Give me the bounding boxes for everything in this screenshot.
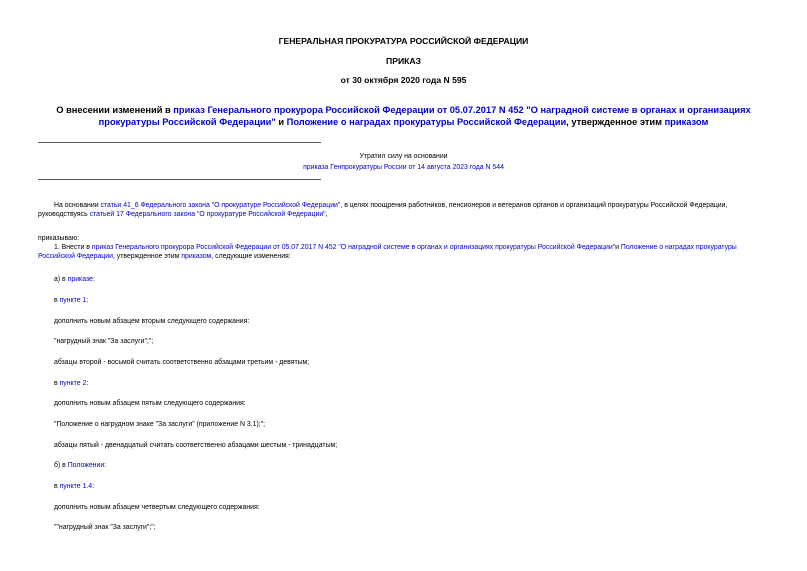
line-p1-suffix: : bbox=[86, 297, 89, 304]
date-number-heading: от 30 октября 2020 года N 595 bbox=[340, 75, 467, 85]
notice-bottom-rule bbox=[38, 179, 321, 180]
preamble-paragraph bbox=[38, 202, 770, 219]
title-text-2: и bbox=[275, 116, 287, 127]
line-add2: дополнить новым абзацем вторым следующего содержания: bbox=[54, 318, 250, 325]
notice-line: Утратил силу на основании bbox=[359, 153, 448, 160]
item1-link-regulation[interactable]: Положение о наградах прокуратуры Российской Федерации bbox=[38, 244, 737, 260]
item1-text-3: , утвержденное этим bbox=[112, 252, 182, 260]
item1-text-4: , следующие изменения: bbox=[211, 252, 291, 260]
line-a-link[interactable]: приказе bbox=[67, 276, 93, 283]
line-p1 bbox=[54, 297, 88, 306]
line-p2-link[interactable]: пункте 2 bbox=[59, 380, 87, 387]
line-p2-suffix: : bbox=[86, 380, 89, 387]
line-shift1: абзацы второй - восьмой считать соответственно абзацами третьим - девятым; bbox=[54, 359, 310, 366]
preamble-text-2: , в целях поощрения работников, пенсионеров и ветеранов органов и организаций прокуратуры Российской Федерации, руководствуясь bbox=[38, 202, 728, 218]
line-b-prefix: б) в bbox=[54, 462, 68, 469]
preamble-text-1: На основании bbox=[54, 202, 101, 209]
notice-link[interactable]: приказа Генпрокуратуры России от 14 августа 2023 года N 544 bbox=[303, 164, 504, 171]
title-link-order[interactable]: приказ Генерального прокурора Российской Федерации от 05.07.2017 N 452 "О наградной системе в органах и организациях прокуратуры Российской Федерации" bbox=[98, 105, 751, 127]
order-word: приказываю: bbox=[38, 235, 79, 242]
line-b-link[interactable]: Положении bbox=[67, 462, 105, 469]
line-badge1: "нагрудный знак "За заслуги";"; bbox=[54, 338, 154, 345]
line-p14-prefix: в bbox=[54, 483, 60, 490]
line-p14-link[interactable]: пункте 1.4 bbox=[59, 483, 93, 490]
notice-top-rule bbox=[38, 142, 321, 143]
line-add5: дополнить новым абзацем пятым следующего содержания: bbox=[54, 400, 246, 407]
doc-type-heading: ПРИКАЗ bbox=[386, 56, 421, 66]
preamble-link-art41[interactable]: статьи 41_6 Федерального закона "О прокуратуре Российской Федерации" bbox=[100, 202, 341, 209]
line-a-prefix: а) в bbox=[54, 276, 68, 283]
line-p1-link[interactable]: пункте 1 bbox=[59, 297, 87, 304]
line-b bbox=[54, 462, 106, 471]
line-b-suffix: : bbox=[104, 462, 107, 469]
item1-link-prikazom[interactable]: приказом bbox=[181, 252, 212, 260]
agency-heading: ГЕНЕРАЛЬНАЯ ПРОКУРАТУРА РОССИЙСКОЙ ФЕДЕРАЦИИ bbox=[278, 36, 529, 46]
line-add4: дополнить новым абзацем четвертым следующего содержания: bbox=[54, 504, 260, 511]
title-text-3: , утвержденное этим bbox=[566, 116, 665, 127]
line-a-suffix: : bbox=[92, 276, 95, 283]
line-p14 bbox=[54, 483, 94, 492]
preamble-text-3: , bbox=[325, 210, 328, 218]
title-link-regulation[interactable]: Положение о наградах прокуратуры Российской Федерации bbox=[286, 116, 567, 127]
title-link-prikazom[interactable]: приказом bbox=[664, 116, 709, 127]
item-1-paragraph bbox=[38, 244, 770, 261]
line-badge2: ""нагрудный знак "За заслуги";"; bbox=[54, 524, 156, 531]
item1-text-2: и bbox=[615, 244, 621, 251]
line-p14-suffix: : bbox=[92, 483, 94, 490]
line-a bbox=[54, 276, 95, 285]
line-p2 bbox=[54, 380, 88, 389]
title-text-1: О внесении изменений в bbox=[56, 105, 174, 115]
document-title bbox=[36, 105, 771, 128]
line-shift2: абзацы пятый - двенадцатый считать соответственно абзацами шестым - тринадцатым; bbox=[54, 442, 338, 449]
item1-link-order[interactable]: приказ Генерального прокурора Российской Федерации от 05.07.2017 N 452 "О наградной системе в органах и организациях прокуратуры Российской Федерации" bbox=[91, 244, 616, 251]
preamble-link-art17[interactable]: статьей 17 Федерального закона "О прокуратуре Российской Федерации" bbox=[89, 210, 326, 218]
line-p2-prefix: в bbox=[54, 380, 60, 387]
item1-text-1: 1. Внести в bbox=[54, 244, 92, 251]
line-p1-prefix: в bbox=[54, 297, 60, 304]
line-position: "Положение о нагрудном знаке "За заслуги" (приложение N 3.1);"; bbox=[54, 421, 266, 428]
